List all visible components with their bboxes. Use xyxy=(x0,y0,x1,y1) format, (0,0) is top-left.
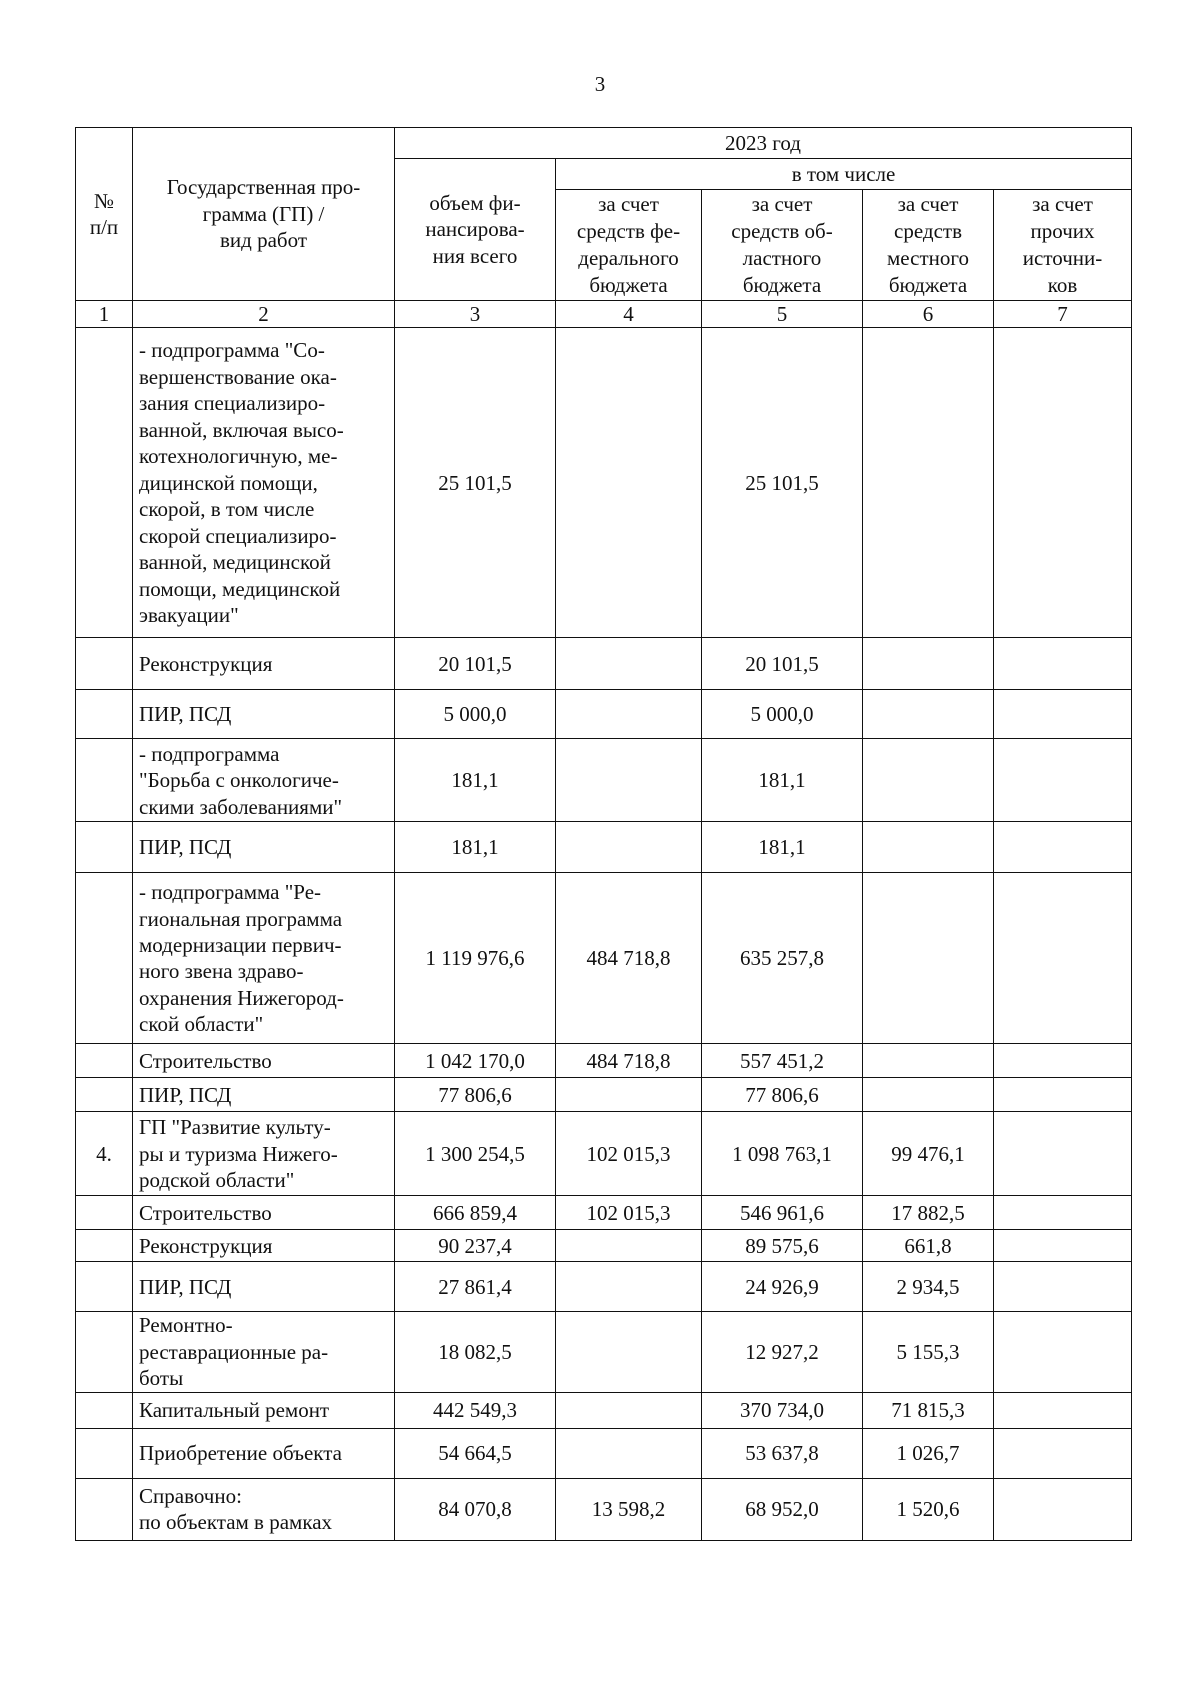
row-total-cell: 181,1 xyxy=(395,739,556,822)
header-num xyxy=(76,128,133,301)
table-row xyxy=(76,1230,1132,1262)
row-regional-cell: 77 806,6 xyxy=(702,1078,863,1112)
header-federal-label: за счет средств фе- дерального бюджета xyxy=(576,192,681,297)
row-other-cell xyxy=(994,1392,1132,1428)
table-row xyxy=(76,690,1132,739)
header-including xyxy=(556,159,1132,190)
row-num-cell: 4. xyxy=(76,1112,133,1196)
row-federal-cell xyxy=(556,1262,702,1312)
row-name-cell: Капитальный ремонт xyxy=(133,1392,395,1428)
row-federal-cell xyxy=(556,1078,702,1112)
header-local xyxy=(863,190,994,301)
row-total-cell: 181,1 xyxy=(395,822,556,873)
row-total-cell: 1 300 254,5 xyxy=(395,1112,556,1196)
row-total-cell: 442 549,3 xyxy=(395,1392,556,1428)
row-other-cell xyxy=(994,1428,1132,1478)
row-local-cell: 1 520,6 xyxy=(863,1478,994,1540)
row-num-cell xyxy=(76,1428,133,1478)
row-name-cell: Ремонтно- реставрационные ра- боты xyxy=(133,1312,395,1392)
row-total-cell: 77 806,6 xyxy=(395,1078,556,1112)
row-name-cell: ГП "Развитие культу- ры и туризма Нижего- родской области" xyxy=(133,1112,395,1196)
table-row xyxy=(76,1392,1132,1428)
table-row xyxy=(76,1312,1132,1392)
index-cell: 1 xyxy=(76,301,133,328)
header-total-label: объем фи- нансирова- ния всего xyxy=(425,190,525,268)
row-regional-cell: 181,1 xyxy=(702,822,863,873)
header-year-label: 2023 год xyxy=(725,130,801,155)
row-local-cell: 1 026,7 xyxy=(863,1428,994,1478)
row-local-cell: 99 476,1 xyxy=(863,1112,994,1196)
row-federal-cell: 484 718,8 xyxy=(556,1044,702,1078)
row-num-cell xyxy=(76,1392,133,1428)
row-local-cell xyxy=(863,822,994,873)
header-including-label: в том числе xyxy=(791,161,896,186)
row-other-cell xyxy=(994,1262,1132,1312)
header-local-label: за счет средств местного бюджета xyxy=(887,192,969,297)
row-regional-cell: 20 101,5 xyxy=(702,638,863,690)
header-regional xyxy=(702,190,863,301)
row-name-cell: ПИР, ПСД xyxy=(133,690,395,739)
row-local-cell xyxy=(863,1044,994,1078)
row-other-cell xyxy=(994,873,1132,1044)
row-federal-cell xyxy=(556,1312,702,1392)
row-num-cell xyxy=(76,822,133,873)
row-other-cell xyxy=(994,1230,1132,1262)
row-name-cell: - подпрограмма "Со- вершенствование ока- зания специализиро- ванной, включая высо- котехнологичную, ме- дицинской помощи, скорой, в том числе скорой специализиро- ванной, медицинской помощи, медицинской эвакуации" xyxy=(133,328,395,638)
header-regional-label: за счет средств об- ластного бюджета xyxy=(731,192,833,297)
row-num-cell xyxy=(76,1230,133,1262)
row-other-cell xyxy=(994,739,1132,822)
row-federal-cell xyxy=(556,328,702,638)
row-local-cell xyxy=(863,690,994,739)
header-year xyxy=(395,128,1132,159)
row-name-cell: Справочно: по объектам в рамках xyxy=(133,1478,395,1540)
row-regional-cell: 25 101,5 xyxy=(702,328,863,638)
row-other-cell xyxy=(994,1196,1132,1230)
row-other-cell xyxy=(994,822,1132,873)
table-row xyxy=(76,739,1132,822)
index-cell: 3 xyxy=(395,301,556,328)
index-cell: 6 xyxy=(863,301,994,328)
row-total-cell: 18 082,5 xyxy=(395,1312,556,1392)
row-num-cell xyxy=(76,1478,133,1540)
row-federal-cell: 102 015,3 xyxy=(556,1112,702,1196)
header-num-label: № п/п xyxy=(89,188,119,239)
row-regional-cell: 370 734,0 xyxy=(702,1392,863,1428)
row-num-cell xyxy=(76,1312,133,1392)
row-federal-cell xyxy=(556,1230,702,1262)
row-federal-cell xyxy=(556,739,702,822)
row-regional-cell: 24 926,9 xyxy=(702,1262,863,1312)
row-num-cell xyxy=(76,739,133,822)
index-cell: 2 xyxy=(133,301,395,328)
row-name-cell: ПИР, ПСД xyxy=(133,822,395,873)
row-num-cell xyxy=(76,328,133,638)
row-other-cell xyxy=(994,1478,1132,1540)
row-total-cell: 84 070,8 xyxy=(395,1478,556,1540)
row-num-cell xyxy=(76,1262,133,1312)
row-name-cell: Приобретение объекта xyxy=(133,1428,395,1478)
row-num-cell xyxy=(76,638,133,690)
row-other-cell xyxy=(994,1044,1132,1078)
row-local-cell: 5 155,3 xyxy=(863,1312,994,1392)
row-regional-cell: 635 257,8 xyxy=(702,873,863,1044)
row-name-cell: ПИР, ПСД xyxy=(133,1262,395,1312)
table-row xyxy=(76,822,1132,873)
table-header xyxy=(76,128,1132,328)
row-name-cell: Реконструкция xyxy=(133,1230,395,1262)
row-num-cell xyxy=(76,1078,133,1112)
row-regional-cell: 12 927,2 xyxy=(702,1312,863,1392)
table-row xyxy=(76,1428,1132,1478)
row-federal-cell: 484 718,8 xyxy=(556,873,702,1044)
row-other-cell xyxy=(994,690,1132,739)
index-cell: 7 xyxy=(994,301,1132,328)
row-regional-cell: 557 451,2 xyxy=(702,1044,863,1078)
row-total-cell: 25 101,5 xyxy=(395,328,556,638)
header-federal xyxy=(556,190,702,301)
row-local-cell xyxy=(863,328,994,638)
row-total-cell: 20 101,5 xyxy=(395,638,556,690)
row-total-cell: 5 000,0 xyxy=(395,690,556,739)
row-federal-cell xyxy=(556,638,702,690)
row-regional-cell: 68 952,0 xyxy=(702,1478,863,1540)
row-regional-cell: 89 575,6 xyxy=(702,1230,863,1262)
index-cell: 5 xyxy=(702,301,863,328)
row-federal-cell: 13 598,2 xyxy=(556,1478,702,1540)
table-row xyxy=(76,638,1132,690)
row-federal-cell xyxy=(556,690,702,739)
row-local-cell xyxy=(863,873,994,1044)
row-other-cell xyxy=(994,1312,1132,1392)
row-federal-cell xyxy=(556,822,702,873)
row-name-cell: Реконструкция xyxy=(133,638,395,690)
row-name-cell: Строительство xyxy=(133,1196,395,1230)
row-name-cell: Строительство xyxy=(133,1044,395,1078)
header-other-label: за счет прочих источни- ков xyxy=(1022,192,1103,297)
table-row xyxy=(76,1262,1132,1312)
row-name-cell: - подпрограмма "Борьба с онкологиче- скими заболеваниями" xyxy=(133,739,395,822)
row-total-cell: 54 664,5 xyxy=(395,1428,556,1478)
table-row xyxy=(76,1044,1132,1078)
row-other-cell xyxy=(994,638,1132,690)
table-row xyxy=(76,328,1132,638)
header-total xyxy=(395,159,556,301)
row-total-cell: 27 861,4 xyxy=(395,1262,556,1312)
row-local-cell xyxy=(863,739,994,822)
row-name-cell: - подпрограмма "Ре- гиональная программа модернизации первич- ного звена здраво- охранения Нижегород- ской области" xyxy=(133,873,395,1044)
header-other xyxy=(994,190,1132,301)
row-total-cell: 1 119 976,6 xyxy=(395,873,556,1044)
row-regional-cell: 546 961,6 xyxy=(702,1196,863,1230)
row-regional-cell: 181,1 xyxy=(702,739,863,822)
row-total-cell: 666 859,4 xyxy=(395,1196,556,1230)
row-regional-cell: 5 000,0 xyxy=(702,690,863,739)
table-row xyxy=(76,1196,1132,1230)
row-num-cell xyxy=(76,873,133,1044)
row-federal-cell: 102 015,3 xyxy=(556,1196,702,1230)
row-regional-cell: 53 637,8 xyxy=(702,1428,863,1478)
row-total-cell: 90 237,4 xyxy=(395,1230,556,1262)
row-local-cell xyxy=(863,1078,994,1112)
financing-table xyxy=(75,127,1132,1541)
row-other-cell xyxy=(994,328,1132,638)
header-index-row xyxy=(76,301,1132,328)
table-row xyxy=(76,1078,1132,1112)
row-federal-cell xyxy=(556,1392,702,1428)
table-row xyxy=(76,1478,1132,1540)
header-program-label: Государственная про- грамма (ГП) / вид работ xyxy=(166,175,361,253)
row-name-cell: ПИР, ПСД xyxy=(133,1078,395,1112)
table-row xyxy=(76,873,1132,1044)
row-local-cell: 2 934,5 xyxy=(863,1262,994,1312)
index-cell: 4 xyxy=(556,301,702,328)
row-num-cell xyxy=(76,1196,133,1230)
row-local-cell xyxy=(863,638,994,690)
row-num-cell xyxy=(76,690,133,739)
row-total-cell: 1 042 170,0 xyxy=(395,1044,556,1078)
table-row xyxy=(76,1112,1132,1196)
row-local-cell: 17 882,5 xyxy=(863,1196,994,1230)
row-local-cell: 71 815,3 xyxy=(863,1392,994,1428)
row-num-cell xyxy=(76,1044,133,1078)
page-number: 3 xyxy=(594,72,606,96)
row-other-cell xyxy=(994,1078,1132,1112)
row-federal-cell xyxy=(556,1428,702,1478)
row-local-cell: 661,8 xyxy=(863,1230,994,1262)
row-regional-cell: 1 098 763,1 xyxy=(702,1112,863,1196)
header-program xyxy=(133,128,395,301)
row-other-cell xyxy=(994,1112,1132,1196)
table-body xyxy=(76,328,1132,1540)
